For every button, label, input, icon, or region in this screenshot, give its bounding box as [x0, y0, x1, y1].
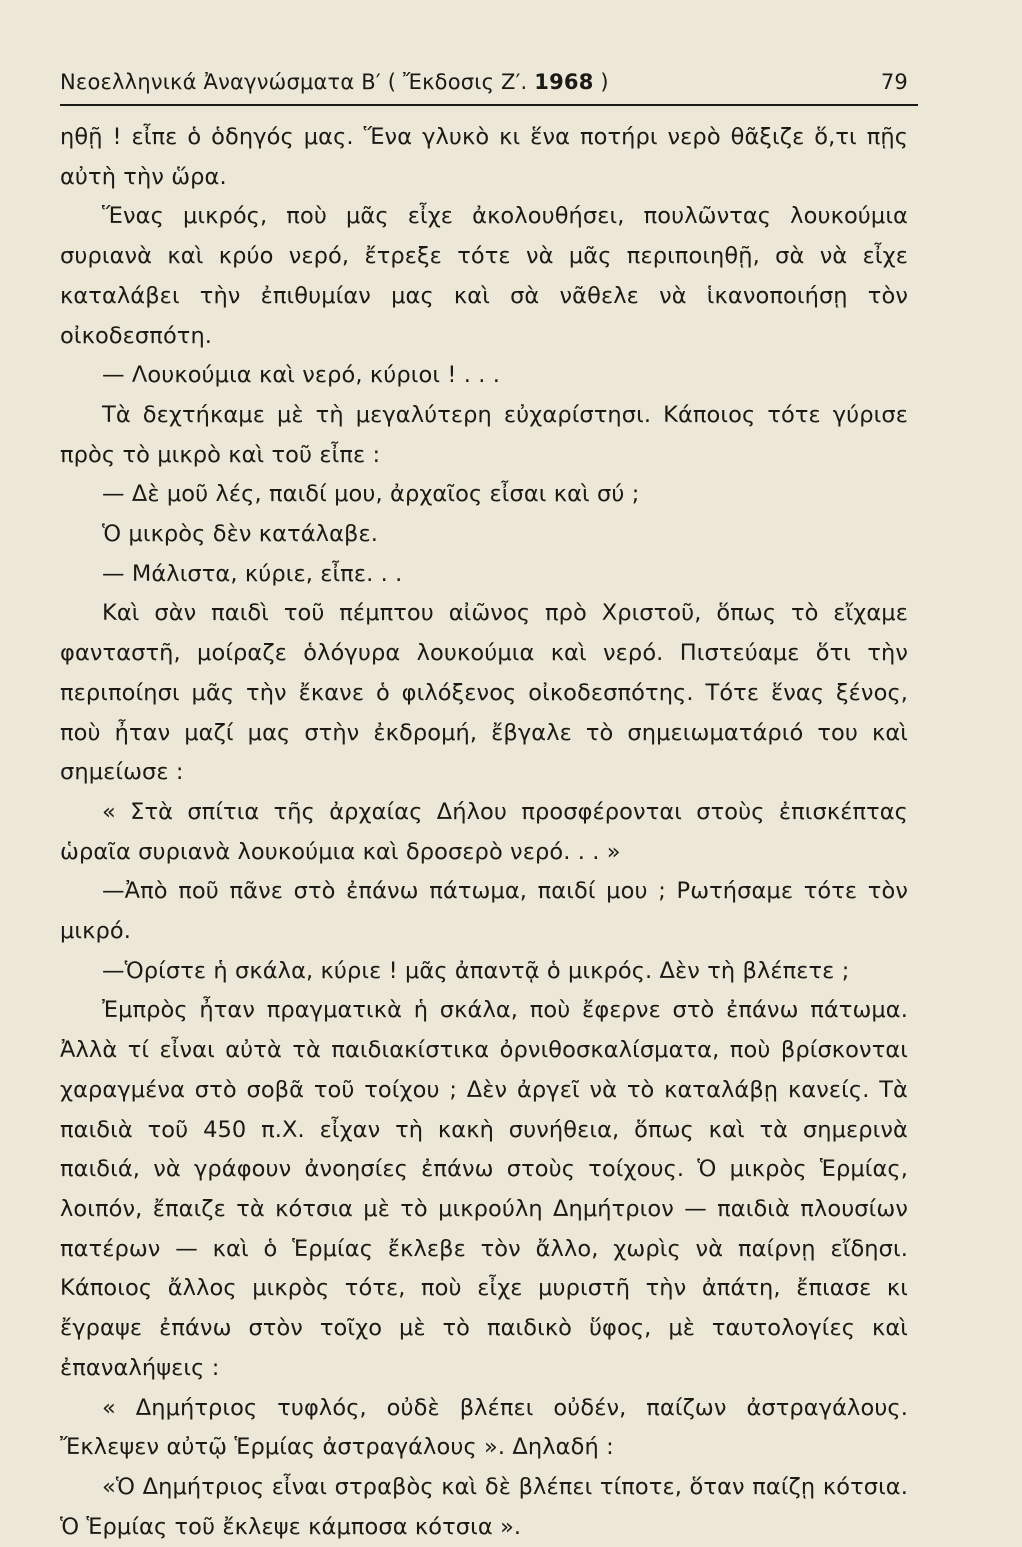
paragraph: Ὁ μικρὸς δὲν κατάλαβε. — [102, 521, 378, 548]
header-rule — [60, 104, 918, 106]
quotation: «Ὁ Δημήτριος εἶναι στραβὸς καὶ δὲ βλέπει τίποτε, ὅταν παίζῃ κότσια. Ὁ Ἑρμίας τοῦ ἔκλεψε κάμποσα κότσια ». — [60, 1473, 908, 1540]
dialogue-line: —Ἀπὸ ποῦ πᾶνε στὸ ἐπάνω πάτωμα, παιδί μου ; Ρωτήσαμε τότε τὸν μικρό. — [60, 878, 908, 945]
title-close-paren: ) — [593, 70, 609, 94]
dialogue-line: — Μάλιστα, κύριε, εἶπε. . . — [102, 560, 403, 587]
body-text — [60, 118, 908, 1547]
running-head-title — [60, 70, 609, 94]
dialogue-line: — Λουκούμια καὶ νερό, κύριοι ! . . . — [102, 362, 500, 389]
paragraph: Ἕνας μικρός, ποὺ μᾶς εἶχε ἀκολουθήσει, πουλῶντας λουκούμια συριανὰ καὶ κρύο νερό, ἔτρεξε τότε νὰ μᾶς περιποιηθῇ, σὰ νὰ εἶχε καταλάβει τὴν ἐπιθυμίαν μας καὶ σὰ νᾶθελε νὰ ἱκανοποιήσῃ τὸν οἰκοδεσπότη. — [60, 203, 908, 349]
paragraph: Τὰ δεχτήκαμε μὲ τὴ μεγαλύτερη εὐχαρίστησι. Κάποιος τότε γύρισε πρὸς τὸ μικρὸ καὶ τοῦ εἶπε : — [60, 401, 908, 468]
paragraph: ηθῇ ! εἶπε ὁ ὁδηγός μας. Ἕνα γλυκὸ κι ἕνα ποτήρι νερὸ θᾶξιζε ὅ,τι πῇς αὐτὴ τὴν ὥρα. — [60, 124, 908, 190]
quotation: « Δημήτριος τυφλός, οὐδὲ βλέπει οὐδέν, παίζων ἀστραγάλους. Ἔκλεψεν αὐτῷ Ἑρμίας ἀστραγάλους ». Δηλαδή : — [60, 1394, 908, 1461]
dialogue-line: — Δὲ μοῦ λές, παιδί μου, ἀρχαῖος εἶσαι καὶ σύ ; — [102, 481, 640, 508]
paragraph: Καὶ σὰν παιδὶ τοῦ πέμπτου αἰῶνος πρὸ Χριστοῦ, ὅπως τὸ εἴχαμε φανταστῆ, μοίραζε ὁλόγυρα λουκούμια καὶ νερό. Πιστεύαμε ὅτι τὴν περιποίησι μᾶς τὴν ἔκανε ὁ φιλόξενος οἰκοδεσπότης. Τότε ἕνας ξένος, ποὺ ἦταν μαζί μας στὴν ἐκδρομή, ἔβγαλε τὸ σημειωματάριό του καὶ σημείωσε : — [60, 600, 908, 786]
dialogue-line: —Ὁρίστε ἡ σκάλα, κύριε ! μᾶς ἀπαντᾷ ὁ μικρός. Δὲν τὴ βλέπετε ; — [102, 957, 850, 984]
page-number: 79 — [880, 70, 908, 94]
quotation: « Στὰ σπίτια τῆς ἀρχαίας Δήλου προσφέρονται στοὺς ἐπισκέπτας ὡραῖα συριανὰ λουκούμια καὶ δροσερὸ νερό. . . » — [60, 798, 908, 865]
edition-year: 1968 — [534, 70, 594, 94]
book-title: Νεοελληνικά Ἀναγνώσματα Β′ ( Ἔκδοσις Ζ′. — [60, 70, 535, 94]
paragraph: Ἐμπρὸς ἦταν πραγματικὰ ἡ σκάλα, ποὺ ἔφερνε στὸ ἐπάνω πάτωμα. Ἀλλὰ τί εἶναι αὐτὰ τὰ παιδιακίστικα ὀρνιθοσκαλίσματα, ποὺ βρίσκονται χαραγμένα στὸ σοβᾶ τοῦ τοίχου ; Δὲν ἀργεῖ νὰ τὸ καταλάβῃ κανείς. Τὰ παιδιὰ τοῦ 450 π.Χ. εἶχαν τὴ κακὴ συνήθεια, ὅπως καὶ τὰ σημερινὰ παιδιά, νὰ γράφουν ἀνοησίες ἐπάνω στοὺς τοίχους. Ὁ μικρὸς Ἑρμίας, λοιπόν, ἔπαιζε τὰ κότσια μὲ τὸ μικρούλη Δημήτριον — παιδιὰ πλουσίων πατέρων — καὶ ὁ Ἑρμίας ἔκλεβε τὸν ἄλλο, χωρὶς νὰ παίρνῃ εἴδησι. Κάποιος ἄλλος μικρὸς τότε, ποὺ εἶχε μυριστῆ τὴν ἀπάτη, ἔπιασε κι ἔγραψε ἐπάνω στὸν τοῖχο μὲ τὸ παιδικὸ ὕφος, μὲ ταυτολογίες καὶ ἐπαναλήψεις : — [60, 997, 908, 1381]
running-head — [60, 70, 908, 94]
